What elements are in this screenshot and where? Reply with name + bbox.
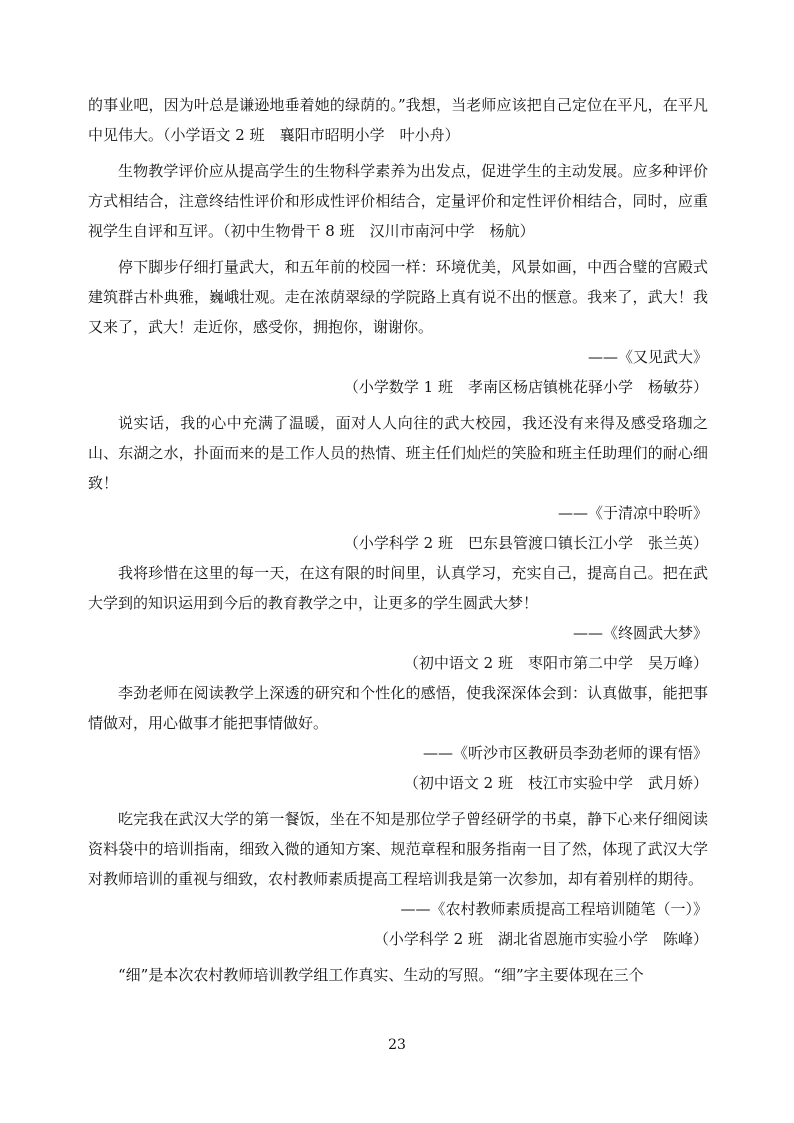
paragraph-4: 说实话，我的心中充满了温暖，面对人人向往的武大校园，我还没有来得及感受珞珈之山、东湖之水，扑面而来的是工作人员的热情、班主任们灿烂的笑脸和班主任助理们的耐心细致！: [88, 414, 708, 492]
paragraph-8: “细”是本次农村教师培训教学组工作真实、生动的写照。“细”字主要体现在三个: [118, 966, 644, 984]
paragraph-3: 停下脚步仔细打量武大，和五年前的校园一样：环境优美，风景如画，中西合璧的宫殿式建筑群古朴典雅，巍峨壮观。走在浓荫翠绿的学院路上真有说不出的惬意。我来了，武大！我又来了，武大！走近你，感受你，拥抱你，谢谢你。: [88, 258, 708, 336]
essay-title-2: ——《于清凉中聆听》: [557, 504, 708, 522]
paragraph-1: 的事业吧，因为叶总是谦逊地垂着她的绿荫的。”我想，当老师应该把自己定位在平凡，在平凡中见伟大。（小学语文 2 班 襄阳市昭明小学 叶小舟）: [88, 96, 708, 144]
essay-author-3: （初中语文 2 班 枣阳市第二中学 吴万峰）: [403, 654, 708, 672]
essay-title-3: ——《终圆武大梦》: [572, 624, 708, 642]
essay-author-4: （初中语文 2 班 枝江市实验中学 武月娇）: [403, 774, 708, 792]
paragraph-2: 生物教学评价应从提高学生的生物科学素养为出发点，促进学生的主动发展。应多种评价方式相结合，注意终结性评价和形成性评价相结合，定量评价和定性评价相结合，同时，应重视学生自评和互评。（初中生物骨干 8 班 汉川市南河中学 杨航）: [88, 162, 708, 240]
paragraph-5: 我将珍惜在这里的每一天，在这有限的时间里，认真学习，充实自己，提高自己。把在武大学到的知识运用到今后的教育教学之中，让更多的学生圆武大梦！: [88, 564, 708, 612]
essay-title-1: ——《又见武大》: [587, 348, 708, 366]
essay-author-1: （小学数学 1 班 孝南区杨店镇桃花驿小学 杨敏芬）: [343, 378, 708, 396]
page-number: 23: [388, 1037, 406, 1053]
essay-author-5: （小学科学 2 班 湖北省恩施市实验小学 陈峰）: [373, 930, 708, 948]
page-body: [88, 90, 708, 990]
essay-title-5: ——《农村教师素质提高工程培训随笔（一）》: [400, 900, 708, 918]
paragraph-6: 李劲老师在阅读教学上深透的研究和个性化的感悟，使我深深体会到：认真做事，能把事情做对，用心做事才能把事情做好。: [88, 684, 708, 732]
essay-title-4: ——《听沙市区教研员李劲老师的课有悟》: [422, 744, 708, 762]
paragraph-7: 吃完我在武汉大学的第一餐饭，坐在不知是那位学子曾经研学的书桌，静下心来仔细阅读资料袋中的培训指南，细致入微的通知方案、规范章程和服务指南一目了然，体现了武汉大学对教师培训的重视与细致，农村教师素质提高工程培训我是第一次参加，却有着别样的期待。: [88, 810, 708, 888]
essay-author-2: （小学科学 2 班 巴东县管渡口镇长江小学 张兰英）: [343, 534, 708, 552]
